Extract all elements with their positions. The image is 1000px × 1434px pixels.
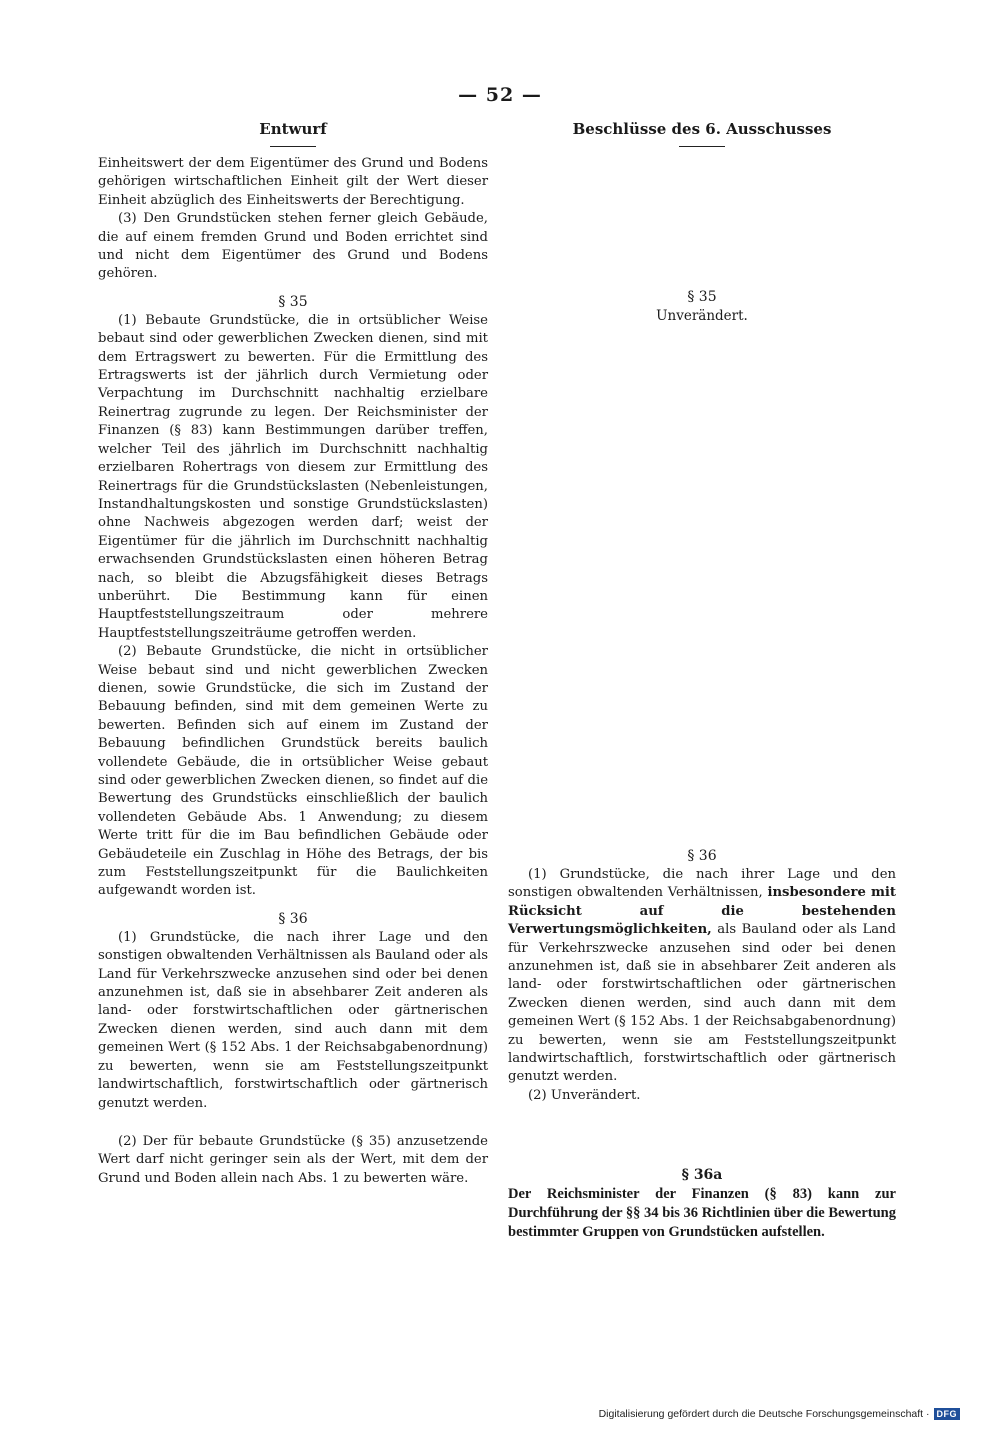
right-column	[508, 118, 896, 1242]
section-36-paragraph-2: (2) Unverändert.	[528, 1087, 641, 1103]
section-35-unchanged: Unverändert.	[656, 308, 748, 324]
page-number: — 52 —	[458, 84, 542, 106]
left-column	[98, 118, 488, 1188]
section-36-text-b: als Bauland oder als Land für Verkehrszwecke anzusehen sind oder bei denen anzunehmen ist, daß sie in absehbarer Zeit anderen als land- oder forstwirtschaftlichen oder gärtnerischen Zwecken dienen werden, sind auch dann mit dem gemeinen Wert (§ 152 Abs. 1 der Reichsabgabenordnung) zu bewerten, wenn sie am Feststellungszeitpunkt landwirtschaftlich, forstwirtschaftlich oder gärtnerisch genutzt werden.	[508, 922, 896, 1085]
heading-rule	[679, 146, 725, 147]
section-35-paragraph-1: (1) Bebaute Grundstücke, die in ortsüblicher Weise bebaut sind oder gewerblichen Zwecken dienen, sind mit dem Ertragswert zu bewerten. Für die Ermittlung des Ertragswerts ist der jährlich durch Vermietung oder Verpachtung im Durchschnitt nachhaltig erzielbare Reinertrag zugrunde zu legen. Der Reichsminister der Finanzen (§ 83) kann Bestimmungen darüber treffen, welcher Teil des jährlich im Durchschnitt nachhaltig erzielbaren Rohertrags von diesem zur Ermittlung des Reinertrags für die Grundstückslasten (Nebenleistungen, Instandhaltungskosten und sonstige Grundstückslasten) ohne Nachweis abgezogen werden darf; weist der Eigentümer für die jährlich im Durchschnitt nachhaltig erwachsenden Grundstückslasten einen höheren Betrag nach, so bleibt die Abzugsfähigkeit dieses Betrags unberührt. Die Bestimmung kann für einen Hauptfeststellungszeitraum oder mehrere Hauptfeststellungszeiträume getroffen werden.	[98, 312, 488, 641]
right-column-heading: Beschlüsse des 6. Ausschusses	[572, 120, 832, 138]
heading-rule	[270, 146, 316, 147]
section-35-heading: § 35	[687, 289, 717, 305]
section-36-text-a: (1) Grundstücke, die nach ihrer Lage und den sonstigen obwaltenden Verhältnissen,	[508, 867, 896, 901]
left-column-heading: Entwurf	[259, 120, 327, 138]
spacer	[508, 155, 896, 287]
section-36-paragraph-1: (1) Grundstücke, die nach ihrer Lage und den sonstigen obwaltenden Verhältnissen als Bauland oder als Land für Verkehrszwecke anzusehen sind oder bei denen anzunehmen ist, daß sie in absehbarer Zeit anderen als land- oder forstwirtschaftlichen oder gärtnerischen Zwecken dienen werden, sind auch dann mit dem gemeinen Wert (§ 152 Abs. 1 der Reichsabgabenordnung) zu bewerten, wenn sie am Feststellungszeitpunkt landwirtschaftlich, forstwirtschaftlich oder gärtnerisch genutzt werden.	[98, 929, 488, 1111]
spacer	[508, 326, 896, 846]
section-35-paragraph-2: (2) Bebaute Grundstücke, die nicht in ortsüblicher Weise bebaut sind und nicht gewerblichen Zwecken dienen, sowie Grundstücke, die sich im Zustand der Bebauung befinden, sind mit dem gemeinen Werte zu bewerten. Befinden sich auf einem im Zustand der Bebauung befindlichen Grundstück bereits baulich vollendete Gebäude, die in ortsüblicher Weise gebaut sind oder gewerblichen Zwecken dienen, so findet auf die Bewertung des Grundstücks einschließlich der baulich vollendeten Gebäude Abs. 1 Anwendung; zu diesem Werte tritt für die im Bau befindlichen Gebäude oder Gebäudeteile ein Zuschlag in Höhe des Betrags, der bis zum Feststellungszeitpunkt für die Baulichkeiten aufgewandt worden ist.	[98, 644, 488, 899]
section-36a-heading: § 36a	[681, 1167, 723, 1184]
section-35-heading: § 35	[278, 293, 308, 310]
paragraph-3: (3) Den Grundstücken stehen ferner gleich Gebäude, die auf einem fremden Grund und Boden errichtet sind und nicht dem Eigentümer des Grund und Bodens gehören.	[98, 211, 488, 282]
footer	[599, 1408, 960, 1420]
footer-text: Digitalisierung gefördert durch die Deutsche Forschungsgemeinschaft ·	[598, 1408, 930, 1420]
dfg-logo: DFG	[934, 1408, 961, 1420]
section-36-paragraph-2: (2) Der für bebaute Grundstücke (§ 35) anzusetzende Wert darf nicht geringer sein als der Wert, mit dem der Grund und Boden allein nach Abs. 1 zu bewerten wäre.	[98, 1133, 488, 1186]
section-36-amendment: insbesondere mit Rücksicht auf die bestehenden Verwertungsmöglichkeiten,	[508, 885, 896, 938]
spacer	[508, 1105, 896, 1165]
section-36-heading: § 36	[278, 910, 308, 927]
paragraph-continuation: Einheitswert der dem Eigentümer des Grund und Bodens gehörigen wirtschaftlichen Einheit gilt der Wert dieser Einheit abzüglich des Einheitswerts der Berechtigung.	[98, 156, 488, 208]
section-36-heading: § 36	[687, 848, 717, 864]
section-36-paragraph-1	[508, 866, 896, 1087]
section-36a-text: Der Reichsminister der Finanzen (§ 83) kann zur Durchführung der §§ 34 bis 36 Richtlinien über die Bewertung bestimmter Gruppen von Grundstücken aufstellen.	[508, 1186, 896, 1241]
